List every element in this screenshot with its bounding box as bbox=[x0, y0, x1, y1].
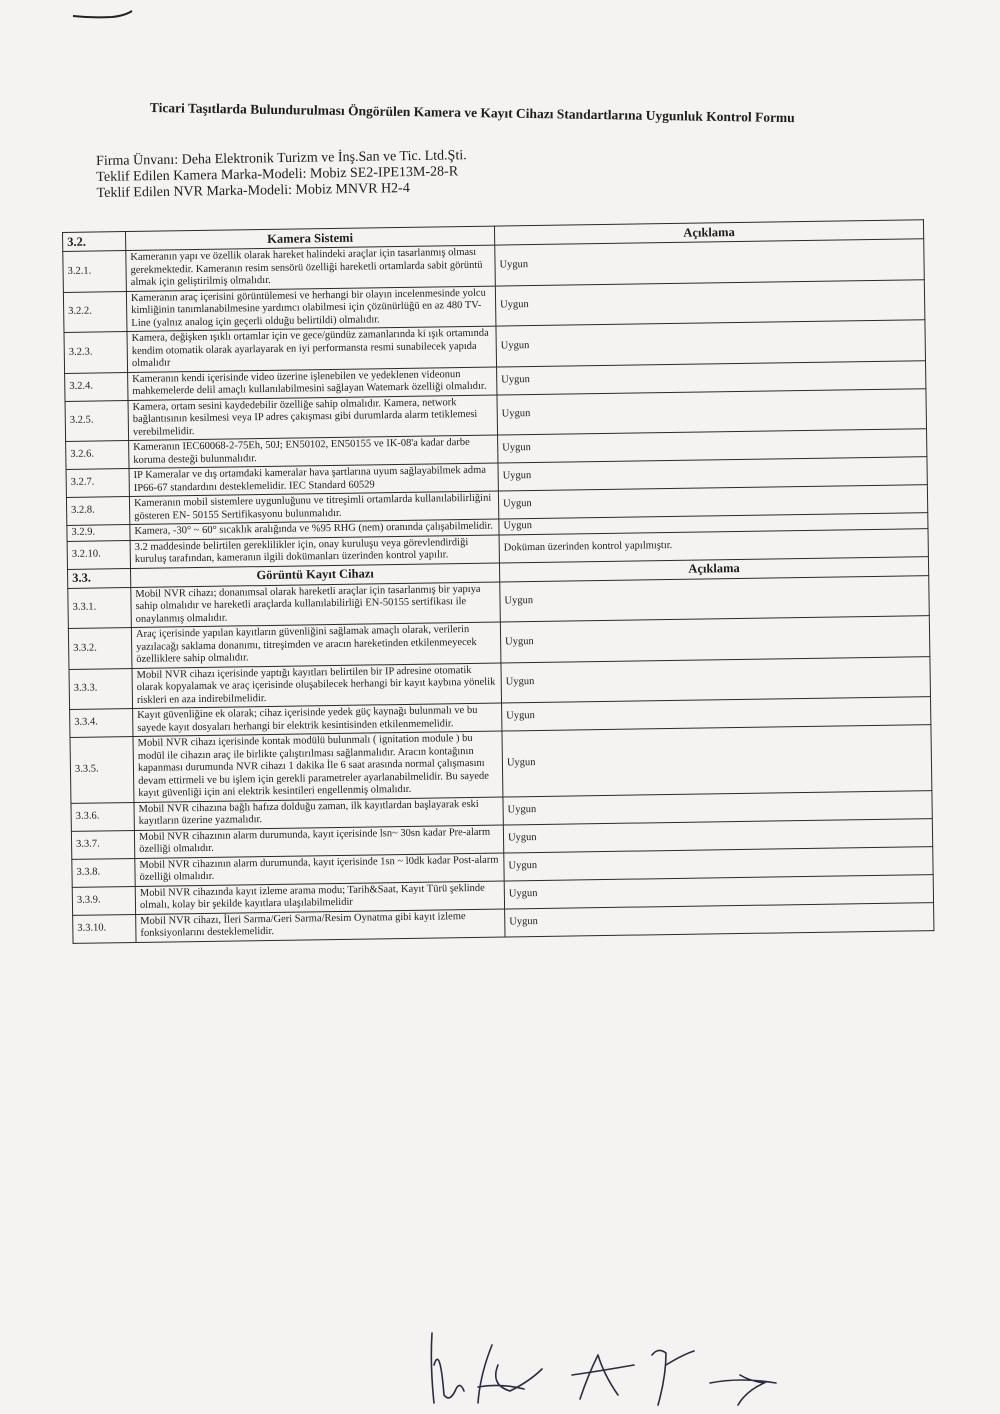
requirement-text: Kameranın yapı ve özellik olarak hareket halindeki araçlar için tasarlanmış olması gerekmektedir. Kameranın resim sensörü özelliği hareketli ortamlarda sabit görüntü almak için geliştirilmiş olmalıdır. bbox=[126, 245, 496, 291]
signatures-image bbox=[420, 1325, 800, 1410]
requirement-result: Uygun bbox=[499, 513, 928, 535]
requirement-result: Uygun bbox=[500, 575, 930, 622]
requirement-number: 3.2.3. bbox=[64, 332, 128, 373]
requirement-number: 3.3.5. bbox=[70, 737, 134, 803]
result-column-header: Açıklama bbox=[494, 220, 923, 245]
requirement-text: 3.2 maddesinde belirtilen gereklilikler için, onay kuruluşu veya görevlendirdiği kuruluş tarafından, kameranın ilgili dokümanları üzerinden kontrol yapılır. bbox=[130, 535, 499, 568]
requirement-result: Uygun bbox=[503, 790, 932, 824]
requirement-result: Doküman üzerinden kontrol yapılmıştır. bbox=[499, 528, 928, 562]
requirement-result: Uygun bbox=[497, 360, 926, 394]
requirement-result: Uygun bbox=[498, 429, 927, 463]
requirement-number: 3.2.4. bbox=[65, 372, 128, 401]
requirement-result: Uygun bbox=[498, 485, 927, 519]
nvr-model: Teklif Edilen NVR Marka-Modeli: Mobiz MNVR H2-4 bbox=[96, 181, 410, 201]
requirement-text: Mobil NVR cihazının alarm durumunda, kayıt içerisinde lsn~ 30sn kadar Pre-alarm özelliği olmalıdır. bbox=[134, 825, 503, 858]
requirement-text: Mobil NVR cihazına bağlı hafıza dolduğu zaman, ilk kayıtlardan başlayarak eski kayıtların üzerine yazmalıdır. bbox=[134, 797, 503, 830]
requirement-text: Mobil NVR cihazında kayıt izleme arama modu; Tarih&Saat, Kayıt Türü şeklinde olmalı, kolay bir şekilde kayıtlara ulaşılabilmelidir bbox=[135, 881, 504, 914]
requirement-result: Uygun bbox=[501, 656, 931, 703]
requirement-text: Mobil NVR cihazı içerisinde kontak modülü bulunmalı ( ignitation module ) bu modül ile cihazın araç ile birlikte çalıştırılması sağlanmalıdır. Aracın kontağının kapanması durumunda NVR cihazı 1 dakika İle 6 saat arasında normal çalışmasını devam ettirmeli ve bu işlem için gerekli parametreler ayarlanabilmelidir. Bu sayede kayıt güvenliği için ani elektrik kesintileri engellenmiş olmalıdır. bbox=[133, 731, 503, 802]
requirement-number: 3.2.6. bbox=[66, 441, 129, 470]
requirement-number: 3.3.7. bbox=[71, 830, 134, 859]
requirement-number: 3.3.10. bbox=[73, 914, 136, 943]
requirement-number: 3.3.6. bbox=[71, 802, 134, 831]
requirement-result: Uygun bbox=[495, 279, 925, 326]
requirement-number: 3.2.7. bbox=[66, 469, 129, 498]
requirement-result: Uygun bbox=[502, 725, 932, 797]
requirement-result: Uygun bbox=[495, 239, 925, 286]
requirement-text: Mobil NVR cihazı; donanımsal olarak hareketli araçlar için tasarlanmış bir yapıya sahip olmalıdır ve hareketli araçlarda kullanılabilirliği EN-50155 sertifikası ile onaylanmış olmalıdır. bbox=[131, 582, 501, 628]
requirement-text: Kameranın araç içerisini görüntülemesi ve herhangi bir olayın incelenmesinde yolcu kimliğinin tanımlanabilmesine yardımcı olabilmesi için çözünürlüğü en az 480 TV-Line (yalnız analog için geçerli olduğu belirtildi) olmalıdır. bbox=[126, 286, 496, 332]
requirement-number: 3.2.1. bbox=[63, 251, 127, 292]
requirement-result: Uygun bbox=[504, 846, 933, 880]
section-number: 3.3. bbox=[67, 568, 130, 588]
requirement-result: Uygun bbox=[498, 457, 927, 491]
requirement-text: Kamera, değişken ışıklı ortamlar için ve gece/gündüz zamanlarında ki ışık ortamında kendim otomatik olarak ayarlayarak en iyi performansta resmi sunabilecek yapıda olmalıdır bbox=[127, 326, 497, 372]
requirement-text: Kamera, -30° ~ 60° sıcaklık aralığında ve %95 RHG (nem) oranında çalışabilmelidir. bbox=[130, 519, 499, 540]
offer-info-block bbox=[96, 148, 467, 202]
requirement-result: Uygun bbox=[497, 388, 927, 435]
requirement-result: Uygun bbox=[500, 616, 930, 663]
firm-name: Firma Ünvanı: Deha Elektronik Turizm ve İnş.San ve Tic. Ltd.Şti. bbox=[96, 148, 467, 169]
corner-pen-mark bbox=[72, 10, 134, 20]
requirement-number: 3.2.9. bbox=[67, 525, 130, 541]
requirement-text: Kamera, ortam sesini kaydedebilir özelliğe sahip olmalıdır. Kamera, network bağlantısının kesilmesi veya IP adres çakışması gibi durumlarda alarm tetiklemesi verebilmelidir. bbox=[128, 395, 498, 441]
requirement-number: 3.2.2. bbox=[63, 291, 127, 332]
requirement-text: Kameranın mobil sistemlere uygunluğunu ve titreşimli ortamlarda kullanılabilirliğini gösteren EN- 50155 Sertifikasyonu bulunmalıdır. bbox=[129, 491, 498, 524]
section-title: Görüntü Kayıt Cihazı bbox=[130, 563, 499, 587]
section-number: 3.2. bbox=[63, 232, 126, 252]
requirement-number: 3.2.5. bbox=[65, 400, 129, 441]
document-title: Ticari Taşıtlarda Bulundurulması Öngörülen Kamera ve Kayıt Cihazı Standartlarına Uygunluk Kontrol Formu bbox=[149, 100, 795, 126]
requirement-text: Kameranın kendi içerisinde video üzerine işlenebilen ve yedeklenen videonun mahkemelerde delil amaçlı kullanılabilmesini sağlayan Watemark özelliği olmalıdır. bbox=[128, 367, 497, 400]
requirement-result: Uygun bbox=[503, 818, 932, 852]
requirement-text: IP Kameralar ve dış ortamdaki kameralar hava şartlarına uyum sağlayabilmek adma IP66-67 standardını desteklemelidir. IEC Standard 60529 bbox=[129, 463, 498, 496]
requirement-result: Uygun bbox=[496, 320, 926, 367]
requirement-text: Araç içerisinde yapılan kayıtların güvenliğini sağlamak amaçlı olarak, verilerin yazılacağı saklama donanımı, titreşimden ve aracın hareketinden etkilenmeyecek özelliklere sahip olmalıdır. bbox=[131, 622, 501, 668]
requirement-result: Uygun bbox=[504, 874, 933, 908]
requirement-number: 3.3.2. bbox=[68, 628, 132, 669]
requirement-text: Mobil NVR cihazı, İleri Sarma/Geri Sarma/Resim Oynatma gibi kayıt izleme fonksiyonlarını desteklemelidir. bbox=[136, 909, 505, 942]
requirement-result: Uygun bbox=[502, 697, 931, 731]
requirement-number: 3.2.8. bbox=[66, 497, 129, 526]
camera-model: Teklif Edilen Kamera Marka-Modeli: Mobiz SE2-IPE13M-28-R bbox=[96, 164, 459, 185]
requirement-text: Mobil NVR cihazı içerisinde yaptığı kayıtları belirtilen bir IP adresine otomatik olarak kopyalamak ve araç içerisinde oluşabilecek herhangi bir kayıt kaybına yönelik riskleri en aza indirebilmelidir. bbox=[132, 663, 502, 709]
requirement-number: 3.3.1. bbox=[68, 587, 132, 628]
requirement-result: Uygun bbox=[505, 902, 934, 936]
requirement-number: 3.3.8. bbox=[72, 858, 135, 887]
requirement-text: Kameranın IEC60068-2-75Eh, 50J; EN50102, EN50155 ve IK-08'a kadar darbe koruma desteği bulunmalıdır. bbox=[129, 435, 498, 468]
requirement-number: 3.2.10. bbox=[67, 540, 130, 569]
requirement-text: Mobil NVR cihazının alarm durumunda, kayıt içerisinde 1sn ~ l0dk kadar Post-alarm özelliği olmalıdır. bbox=[135, 853, 504, 886]
requirement-number: 3.3.4. bbox=[70, 709, 133, 738]
compliance-table bbox=[62, 219, 934, 943]
requirement-number: 3.3.9. bbox=[72, 886, 135, 915]
section-title: Kamera Sistemi bbox=[126, 226, 495, 250]
result-column-header: Açıklama bbox=[499, 556, 928, 581]
requirement-text: Kayıt güvenliğine ek olarak; cihaz içerisinde yedek güç kaynağı bulunmalı ve bu sayede kayıt dosyaları herhangi bir elektrik kesintisinden etkilenmemelidir. bbox=[133, 703, 502, 736]
requirement-number: 3.3.3. bbox=[69, 668, 133, 709]
